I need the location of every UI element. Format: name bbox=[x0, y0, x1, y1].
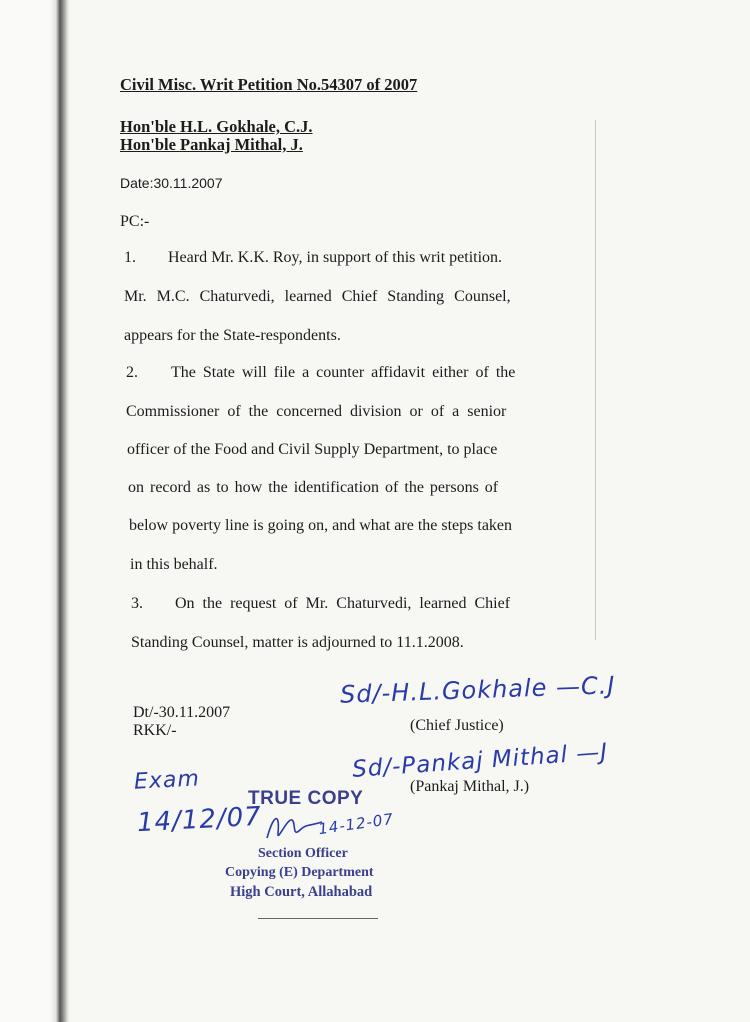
department-label: Copying (E) Department bbox=[225, 865, 374, 880]
order-line: in this behalf. bbox=[130, 556, 218, 573]
scan-edge-shadow bbox=[0, 0, 70, 1022]
handwritten-date: 14/12/07 bbox=[136, 801, 263, 839]
page-fold-line bbox=[595, 120, 596, 640]
order-line: on record as to how the identification of the persons of bbox=[128, 479, 499, 496]
signed-date: 14-12-07 bbox=[317, 809, 395, 839]
para-number-3: 3. bbox=[131, 595, 143, 612]
judge-signature: Sd/-Pankaj Mithal —J bbox=[351, 739, 609, 783]
order-line: officer of the Food and Civil Supply Department, to place bbox=[127, 441, 498, 458]
true-copy-stamp: TRUE COPY bbox=[248, 788, 364, 809]
pc-label: PC:- bbox=[120, 213, 150, 230]
judge-name-2: Hon'ble Pankaj Mithal, J. bbox=[120, 135, 303, 154]
order-line: Mr. M.C. Chaturvedi, learned Chief Standing Counsel, bbox=[124, 288, 511, 305]
judge-caption: (Pankaj Mithal, J.) bbox=[410, 778, 530, 795]
para-number-1: 1. bbox=[124, 249, 136, 266]
order-line: Standing Counsel, matter is adjourned to 11.1.2008. bbox=[131, 634, 464, 651]
order-line: Heard Mr. K.K. Roy, in support of this writ petition. bbox=[168, 249, 503, 266]
order-line: appears for the State-respondents. bbox=[124, 327, 341, 344]
cj-signature: Sd/-H.L.Gokhale —C.J bbox=[339, 671, 616, 709]
initials: RKK/- bbox=[133, 722, 177, 739]
exam-mark: Exam bbox=[133, 766, 201, 795]
divider bbox=[258, 918, 378, 919]
para-number-2: 2. bbox=[126, 364, 138, 381]
petition-title: Civil Misc. Writ Petition No.54307 of 2007 bbox=[120, 75, 418, 94]
section-officer-label: Section Officer bbox=[258, 846, 348, 861]
judge-name-1: Hon'ble H.L. Gokhale, C.J. bbox=[120, 117, 313, 136]
order-line: The State will file a counter affidavit either of the bbox=[171, 364, 516, 381]
order-line: Commissioner of the concerned division or of a senior bbox=[126, 403, 507, 420]
order-date: Date:30.11.2007 bbox=[120, 175, 223, 191]
dated-line: Dt/-30.11.2007 bbox=[133, 704, 231, 721]
order-line: On the request of Mr. Chaturvedi, learned Chief bbox=[175, 595, 511, 612]
cj-caption: (Chief Justice) bbox=[410, 717, 504, 734]
order-line: below poverty line is going on, and what are the steps taken bbox=[129, 517, 513, 534]
court-label: High Court, Allahabad bbox=[230, 884, 373, 900]
